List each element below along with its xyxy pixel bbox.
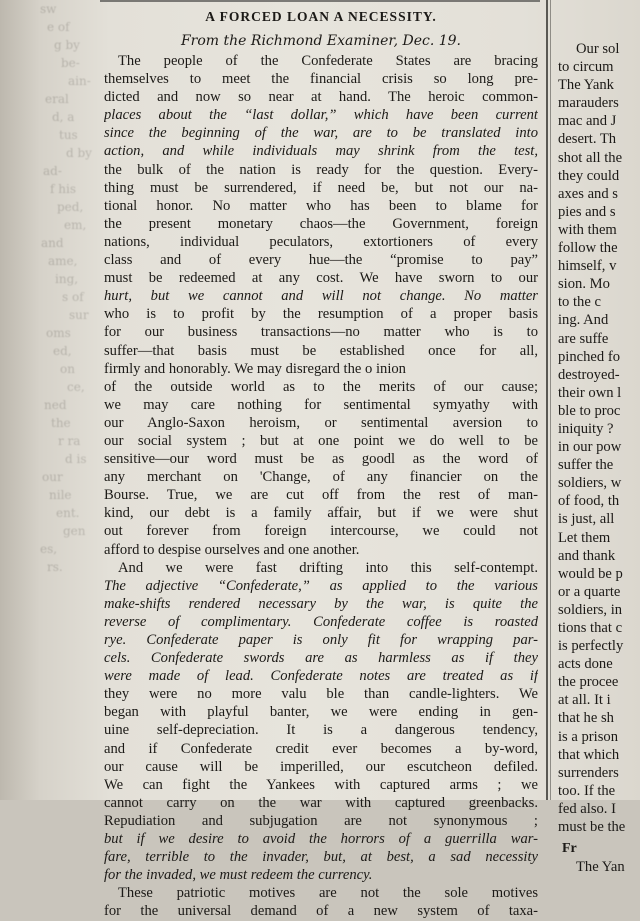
bleed-through-line: be- <box>61 56 80 70</box>
bleed-through-text <box>0 0 92 800</box>
text-line: surrenders <box>558 764 619 781</box>
text-line: iniquity ? <box>558 420 614 437</box>
text-line: reverse of complimentary. Confederate coffee is roasted <box>104 613 538 630</box>
bleed-through-line: gen <box>63 524 86 538</box>
text-line: themselves to meet the financial crisis so long pre- <box>104 71 538 88</box>
article-body <box>104 52 538 921</box>
text-line: mac and J <box>558 113 617 130</box>
text-line: fare, terrible to the invader, but, at best, a sad necessity <box>104 849 538 866</box>
text-line: to circum <box>558 59 614 76</box>
article-headline: A FORCED LOAN A NECESSITY. <box>205 9 437 24</box>
text-line: cels. Confederate swords are as harmless as if they <box>104 650 538 667</box>
text-line: must be the <box>558 819 626 836</box>
text-line: pies and s <box>558 203 616 220</box>
text-line: is a prison <box>558 728 618 745</box>
bleed-through-line: f his <box>50 182 76 196</box>
text-line: is perfectly <box>558 638 624 655</box>
text-line: began with playful banter, we were ending in gen- <box>104 704 538 721</box>
text-line: of food, th <box>558 493 620 510</box>
text-line: at all. It i <box>558 692 611 709</box>
text-line: our cause will be imperilled, our escutcheon defiled. <box>104 758 538 775</box>
text-line: marauders <box>558 95 619 112</box>
text-line: fed also. I <box>558 800 616 817</box>
bleed-through-line: s of <box>62 290 84 304</box>
text-line: pinched fo <box>558 348 621 365</box>
text-line: for the universal demand of a new system of taxa- <box>104 903 538 920</box>
text-line: nations, individual peculators, extortioners of every <box>104 233 538 250</box>
bleed-through-line: oms <box>46 326 71 340</box>
bleed-through-line: the <box>51 416 71 430</box>
text-line: uine self-depreciation. It is a dangerous tendency, <box>104 722 538 739</box>
text-line: of the outside world as to the merits of our cause; <box>104 378 538 395</box>
text-line: but if we desire to avoid the horrors of a guerrilla war- <box>104 831 538 848</box>
text-line: class and of every hue—the “promise to pay” <box>104 252 538 269</box>
bleed-through-line: es, <box>40 542 58 556</box>
text-line: axes and s <box>558 185 618 202</box>
bleed-through-line: g by <box>54 38 80 52</box>
right-column-body <box>558 40 640 836</box>
bleed-through-line: tus <box>59 128 78 142</box>
text-line: the procee <box>558 674 619 691</box>
bleed-through-line: ped, <box>57 200 84 214</box>
text-line: cannot carry on the war with captured greenbacks. <box>104 794 538 811</box>
text-line: too. If the <box>558 782 616 799</box>
text-line: we may care nothing for sentimental symyathy with <box>104 396 538 413</box>
right-column-last-line: The Yan <box>576 859 625 876</box>
text-line: Repudiation and subjugation are not synonymous ; <box>104 812 538 829</box>
text-line: for the invaded, we must redeem the currency. <box>104 867 373 884</box>
text-line: rye. Confederate paper is only fit for wrapping par- <box>104 632 538 648</box>
text-line: sion. Mo <box>558 276 610 293</box>
text-line: the bulk of the nation is ready for the question. Every- <box>104 161 538 178</box>
text-line: Bourse. True, we are cut off from the rest of man- <box>104 487 538 504</box>
text-line: action, and while individuals may shrink from the test, <box>104 143 538 160</box>
column-divider-fine <box>550 0 551 800</box>
text-line: since the beginning of the war, are to be translated into <box>104 125 538 142</box>
text-line: And we were fast drifting into this self-contempt. <box>118 559 538 576</box>
bleed-through-line: ain- <box>68 74 91 88</box>
article-forced-loan <box>104 8 538 921</box>
text-line: tional honor. No matter who has been to blame for <box>104 197 538 214</box>
text-line: kind, our debt is a family affair, but if we were shut <box>104 505 538 522</box>
bleed-through-line: r ra <box>58 434 81 448</box>
text-line: our social system ; but at one point we do well to be <box>104 432 538 449</box>
text-line: ing. And <box>558 312 609 329</box>
bleed-through-line: ned <box>44 398 67 412</box>
text-line: suffer the <box>558 457 614 474</box>
text-line: These patriotic motives are not the sole motives <box>118 885 538 902</box>
text-line: and if Confederate credit ever becomes a by-word, <box>104 740 538 757</box>
right-column-subheading: Fr <box>562 841 577 857</box>
bleed-through-line: nile <box>49 488 72 502</box>
text-line: soldiers, w <box>558 475 622 492</box>
text-line: make-shifts rendered necessary by the war, is quite the <box>104 595 538 612</box>
bleed-through-line: ent. <box>56 506 80 520</box>
bleed-through-line: d by <box>66 146 92 160</box>
text-line: they were no more valu ble than candle-lighters. We <box>104 686 538 703</box>
text-line: our Anglo-Saxon heroism, or sentimental aversion to <box>104 414 538 431</box>
bleed-through-line: ame, <box>48 254 78 268</box>
text-line: would be p <box>558 565 623 582</box>
bleed-through-line: sw <box>40 2 57 16</box>
text-line: must be redeemed at any cost. We have sworn to our <box>104 270 538 287</box>
text-line: were made of lead. Confederate notes are treated as if <box>104 668 538 685</box>
text-line: suffer—that basis must be established once for all, <box>104 342 538 359</box>
text-line: with them <box>558 221 617 238</box>
bleed-through-line: our <box>42 470 63 484</box>
text-line: to the c <box>558 294 601 311</box>
text-line: hurt, but we cannot and will not change. No matter <box>104 288 538 305</box>
text-line: shot all the <box>558 149 623 166</box>
bleed-through-line: em, <box>64 218 87 232</box>
text-line: The adjective “Confederate,” as applied to the various <box>104 577 538 594</box>
text-line: ble to proc <box>558 402 621 419</box>
text-line: dicted and now so near at hand. The heroic common- <box>104 89 538 106</box>
text-line: sensitive—our word must be as goodl as the word of <box>104 451 538 468</box>
bleed-through-line: sur <box>69 308 89 322</box>
text-line: are suffe <box>558 330 609 347</box>
text-line: is just, all <box>558 511 615 528</box>
text-line: they could <box>558 167 620 184</box>
text-line: We can fight the Yankees with captured arms ; we <box>104 776 538 793</box>
text-line: Our sol <box>576 41 620 57</box>
bleed-through-line: ad- <box>43 164 62 178</box>
text-line: destroyed- <box>558 366 620 383</box>
bleed-through-line: ed, <box>53 344 72 358</box>
text-line: the present monetary chaos—the Government, foreign <box>104 215 538 232</box>
top-rule <box>100 0 540 2</box>
text-line: follow the <box>558 240 618 257</box>
text-line: out forever from foreign intercourse, we could not <box>104 523 538 540</box>
text-line: firmly and honorably. We may disregard the o inion <box>104 360 406 377</box>
text-line: any merchant on 'Change, of any financier on the <box>104 469 538 486</box>
text-line: tions that c <box>558 620 623 636</box>
text-line: in our pow <box>558 439 622 456</box>
article-source-line: From the Richmond Examiner, Dec. 19. <box>180 33 462 49</box>
text-line: that he sh <box>558 710 614 727</box>
text-line: their own l <box>558 384 622 401</box>
text-line: or a quarte <box>558 583 621 600</box>
text-line: places about the “last dollar,” which have been current <box>104 107 538 124</box>
right-column <box>558 40 640 876</box>
bleed-through-line: on <box>60 362 75 376</box>
text-line: and thank <box>558 547 616 564</box>
bleed-through-line: d, a <box>52 110 75 124</box>
bleed-through-line: eral <box>45 92 69 106</box>
bleed-through-line: e of <box>47 20 70 34</box>
text-line: who is to profit by the resumption of a proper basis <box>104 306 538 323</box>
text-line: acts done <box>558 656 613 673</box>
bleed-through-line: ing, <box>55 272 79 286</box>
bleed-through-line: rs. <box>47 560 63 574</box>
bleed-through-line: and <box>41 236 64 250</box>
text-line: thing must be surrendered, if need be, but not our na- <box>104 179 538 196</box>
bleed-through-line: ce, <box>67 380 85 394</box>
text-line: afford to despise ourselves and one another. <box>104 541 360 558</box>
text-line: himself, v <box>558 258 617 275</box>
bleed-through-line: d is <box>65 452 87 466</box>
text-line: for our business transactions—no matter who is to <box>104 324 538 341</box>
text-line: desert. Th <box>558 131 617 148</box>
text-line: The people of the Confederate States are bracing <box>118 53 538 69</box>
text-line: soldiers, in <box>558 601 623 618</box>
text-line: The Yank <box>558 77 614 94</box>
text-line: Let them <box>558 529 611 546</box>
column-divider <box>546 0 548 800</box>
text-line: that which <box>558 746 620 763</box>
